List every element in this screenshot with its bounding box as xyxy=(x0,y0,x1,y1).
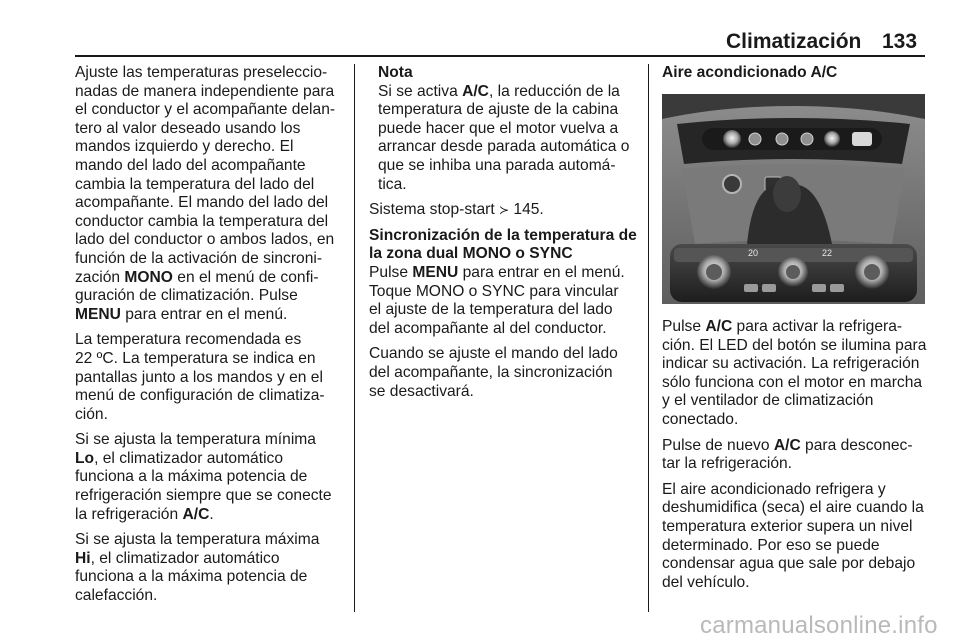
text-line xyxy=(662,437,926,456)
text-line: y el ventilador de climatización xyxy=(662,392,874,410)
text: en el menú de confi- xyxy=(172,268,319,286)
text-line: mandos izquierdo y derecho. El xyxy=(75,138,294,156)
text-line: del acompañante, la sincronización xyxy=(369,363,613,381)
text-line: cambia la temperatura del lado del xyxy=(75,175,315,193)
text-line: La temperatura recomendada es xyxy=(75,331,302,349)
ac-keyword: A/C xyxy=(705,318,733,335)
text-line: temperatura exterior supera un nivel xyxy=(662,517,913,535)
header-rule xyxy=(75,55,925,57)
column-divider-left xyxy=(354,64,355,612)
display-right-temperature: 22 xyxy=(822,248,833,258)
text: zación xyxy=(75,268,125,286)
ac-keyword: A/C xyxy=(773,436,801,454)
column-right-body xyxy=(662,318,926,599)
text-line: tar la refrigeración. xyxy=(662,455,793,473)
text-line: tero al valor deseado usando los xyxy=(75,119,301,137)
text-line: del vehículo. xyxy=(662,573,750,591)
column-divider-right xyxy=(648,64,649,612)
text: , el climatizador automático xyxy=(90,549,280,567)
ac-keyword: A/C xyxy=(182,505,210,523)
text-line: el ajuste de la temperatura del lado xyxy=(369,301,613,319)
display-left-temperature: 20 xyxy=(748,248,759,258)
text: Si se activa xyxy=(378,82,463,100)
paragraph-minimum-temperature xyxy=(75,431,347,524)
text-line xyxy=(369,201,641,220)
text-line: indicar su activación. La refrigeración xyxy=(662,355,920,373)
text-line xyxy=(369,264,641,283)
page-number: 133 xyxy=(882,30,918,53)
text-line: pantallas junto a los mandos y en el xyxy=(75,368,323,386)
text-line: determinado. Por eso se puede xyxy=(662,536,880,554)
paragraph-sync-deactivation xyxy=(369,345,641,401)
text: para entrar en el menú. xyxy=(458,263,625,281)
column-right xyxy=(662,64,926,83)
column-middle xyxy=(369,64,641,408)
text-line: conductor cambia la temperatura del xyxy=(75,212,329,230)
text: Pulse xyxy=(369,263,413,281)
text-line: funciona a la máxima potencia de xyxy=(75,568,308,586)
paragraph-independent-temperatures xyxy=(75,64,347,324)
page-reference-arrow-icon: ≻ xyxy=(499,203,510,218)
text: , la reducción de la xyxy=(488,82,620,100)
text-line: ción. xyxy=(75,405,108,423)
text: , el climatizador automático xyxy=(94,449,283,467)
ac-heading: Aire acondicionado A/C xyxy=(662,64,838,81)
text: la refrigeración xyxy=(75,505,183,523)
sync-section xyxy=(369,227,641,339)
text-line: que se inhiba una parada automá- xyxy=(378,156,616,174)
menu-keyword: MENU xyxy=(412,263,459,281)
text-line: 22 ºC. La temperatura se indica en xyxy=(75,349,316,367)
page-title: Climatización xyxy=(726,30,862,53)
text: para entrar en el menú. xyxy=(120,305,288,323)
mono-keyword: MONO xyxy=(124,268,173,286)
text-line: arrancar desde parada automática o xyxy=(378,138,630,156)
text-line xyxy=(378,83,641,102)
text: 145. xyxy=(509,201,544,219)
paragraph-ac-dehumidifies xyxy=(662,481,926,593)
stop-start-reference xyxy=(369,201,641,220)
text-line: Si se ajusta la temperatura máxima xyxy=(75,531,320,549)
sync-heading: la zona dual MONO o SYNC xyxy=(369,245,573,263)
text: . xyxy=(209,505,214,523)
text-line: se desactivará. xyxy=(369,382,474,400)
watermark: carmanualsonline.info xyxy=(700,612,938,639)
text-line: Toque MONO o SYNC para vincular xyxy=(369,282,619,300)
text-line: lado del conductor o ambos lados, en xyxy=(75,231,335,249)
text-line: Si se ajusta la temperatura mínima xyxy=(75,431,316,449)
column-left xyxy=(75,64,347,613)
text-line: función de la activación de sincroni- xyxy=(75,249,323,267)
text-line: acompañante. El mando del lado del xyxy=(75,194,329,212)
text-line: temperatura de ajuste de la cabina xyxy=(378,101,619,119)
text-line xyxy=(662,318,926,337)
text-line: condensar agua que sale por debajo xyxy=(662,555,916,573)
text-line: puede hacer que el motor vuelva a xyxy=(378,119,619,137)
paragraph-deactivate-ac xyxy=(662,437,926,474)
text-line: conectado. xyxy=(662,410,739,428)
text-line: sólo funciona con el motor en marcha xyxy=(662,373,923,391)
text-line: ción. El LED del botón se ilumina para xyxy=(662,336,927,354)
text-line: deshumidifica (seca) el aire cuando la xyxy=(662,499,924,517)
text-line xyxy=(75,269,347,288)
text-line xyxy=(75,306,347,325)
text-line: funciona a la máxima potencia de xyxy=(75,468,308,486)
climate-control-photo xyxy=(662,94,925,304)
text-line: el conductor y el acompañante delan- xyxy=(75,101,336,119)
text-line: tica. xyxy=(378,175,407,193)
text-line: El aire acondicionado refrigera y xyxy=(662,480,886,498)
text: Sistema stop-start xyxy=(369,201,499,219)
paragraph-activate-ac xyxy=(662,318,926,430)
lo-keyword: Lo xyxy=(75,449,95,467)
text-line: del acompañante al del conductor. xyxy=(369,319,607,337)
text-line: refrigeración siempre que se conecte xyxy=(75,487,332,505)
text-line: Ajuste las temperaturas preseleccio- xyxy=(75,64,328,81)
text-line: calefacción. xyxy=(75,587,158,605)
text: para desconec- xyxy=(800,436,913,454)
ac-keyword: A/C xyxy=(462,82,489,100)
paragraph-recommended-temperature xyxy=(75,331,347,424)
sync-heading: Sincronización de la temperatura de xyxy=(369,226,637,244)
text-line: guración de climatización. Pulse xyxy=(75,287,298,305)
text: para activar la refrigera- xyxy=(732,318,903,335)
text: Pulse de nuevo xyxy=(662,436,774,454)
text-line xyxy=(75,550,347,569)
climate-control-illustration xyxy=(662,94,925,304)
text-line xyxy=(75,506,347,525)
text-line: mando del lado del acompañante xyxy=(75,156,306,174)
text: Pulse xyxy=(662,318,706,335)
note-heading: Nota xyxy=(378,64,413,81)
text-line: Cuando se ajuste el mando del lado xyxy=(369,345,618,363)
text-line: menú de configuración de climatiza- xyxy=(75,387,325,405)
text-line: nadas de manera independiente para xyxy=(75,82,335,100)
menu-keyword: MENU xyxy=(75,305,121,323)
hi-keyword: Hi xyxy=(75,549,91,567)
paragraph-maximum-temperature xyxy=(75,531,347,605)
note-box xyxy=(369,64,641,194)
text-line xyxy=(75,450,347,469)
